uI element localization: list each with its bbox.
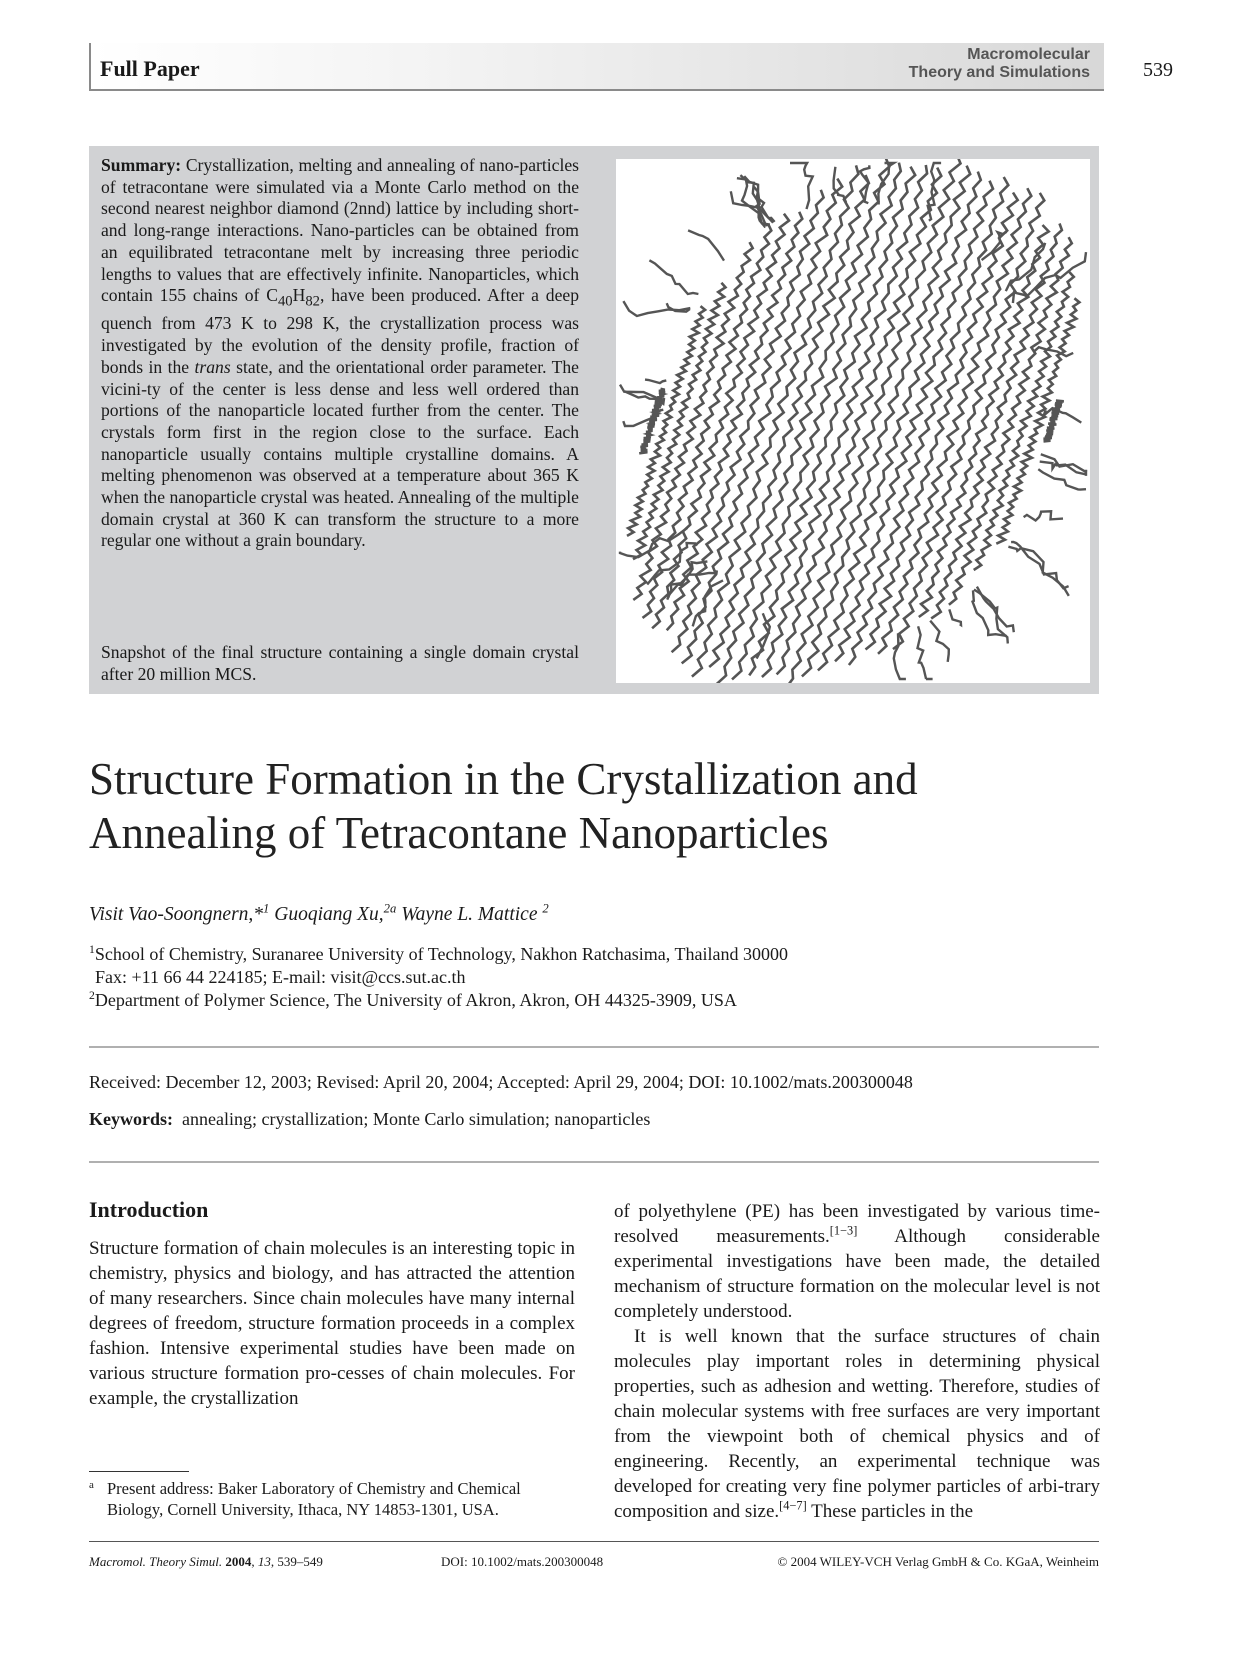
received-dates: Received: December 12, 2003; Revised: April 20, 2004; Accepted: April 29, 2004; DOI: 10.1002/mats.200300048 — [89, 1072, 913, 1092]
polymer-chain — [1044, 401, 1064, 442]
dangling-chain-end — [860, 165, 869, 203]
summary-text-2: H — [292, 285, 306, 306]
right-p2-text-a: It is well known that the surface structures of chain molecules play important roles in determining physical properties, such as adhesion and wetting. Therefore, studies of chain molecular systems with free surfaces are very important from the viewpoint both of chemical physics and of engineering. Recently, an experimental technique was developed for creating very fine polymer particles of arbi-trary composition and size. — [614, 1326, 1100, 1522]
dangling-chain-end — [949, 609, 961, 625]
affiliations — [89, 943, 788, 1012]
polymer-chain — [818, 172, 981, 671]
right-p2-text-b: These particles in the — [806, 1501, 974, 1522]
intro-paragraph-right-1 — [614, 1199, 1100, 1324]
affiliation-2 — [89, 989, 788, 1012]
divider-bottom — [89, 1161, 1099, 1163]
footer-year: 2004 — [225, 1554, 252, 1569]
footnote-text: Present address: Baker Laboratory of Chemistry and Chemical Biology, Cornell University, Ithaca, NY 14853-1301, USA. — [107, 1479, 521, 1519]
affiliation-1 — [89, 943, 788, 966]
polymer-chain — [717, 159, 890, 683]
dangling-chain-end — [1033, 347, 1073, 356]
affiliation-1-text: School of Chemistry, Suranaree University of Technology, Nakhon Ratchasima, Thailand 30000 — [94, 944, 788, 964]
summary-text-4: state, and the orientational order parameter. The vicini-ty of the center is less dense and less well ordered than portions of the nanoparticle located further from the center. The crystals form first in the region close to the surface. Each nanoparticle usually contains multiple crystalline domains. A melting phenomenon was observed at a temperature about 365 K when the nanoparticle crystal was heated. Annealing of the multiple domain crystal at 360 K can transform the structure to a more regular one without a grain boundary. — [101, 356, 579, 551]
polymer-chain — [786, 159, 960, 683]
author-1: Visit Vao-Soongnern,* — [89, 904, 264, 925]
footnote-mark: a — [89, 1479, 94, 1491]
dangling-chain-end — [623, 410, 663, 426]
footer-doi: DOI: 10.1002/mats.200300048 — [441, 1554, 604, 1569]
right-p1-text-b: Although considerable experimental investigations have been made, the detailed mechanism of structure formation on the molecular level is not completely understood. — [614, 1226, 1100, 1322]
author-1-sup: 1 — [263, 901, 270, 916]
keywords-label: Keywords: — [89, 1109, 173, 1129]
keywords-text: annealing; crystallization; Monte Carlo simulation; nanoparticles — [182, 1109, 651, 1129]
summary-text-3: , have been produced. After a deep quench from 473 K to 298 K, the crystallization process was investigated by the evolution of the density profile, fraction of bonds in the — [101, 285, 579, 377]
divider-top — [89, 1046, 1099, 1048]
footer-volume: 13 — [257, 1554, 271, 1569]
dangling-chain-end — [973, 590, 1007, 636]
summary-italic: trans — [194, 356, 231, 377]
footer-pages: , 539–549 — [270, 1554, 323, 1569]
intro-paragraph-right-2 — [614, 1324, 1100, 1524]
affiliation-2-sup: 2 — [89, 989, 95, 1002]
author-3: Wayne L. Mattice — [396, 904, 543, 925]
polymer-chain — [667, 212, 803, 630]
summary-text-1: Crystallization, melting and annealing of nano-particles of tetracontane were simulated via a Monte Carlo method on the second nearest neighbor diamond (2nnd) lattice by including short- and long-range interactions. Nano-particles can be obtained from an equilibrated tetracontane melt by increasing three periodic lengths to values that are effectively infinite. Nanoparticles, which contain 155 chains of C — [101, 155, 579, 306]
footer-citation: Macromol. Theory Simul. 2004, 13, 539–549 — [89, 1554, 323, 1569]
summary-subscript-2: 82 — [305, 293, 320, 310]
author-2-sup: 2a — [383, 901, 397, 916]
dangling-chain-end — [1043, 408, 1081, 422]
page-number: 539 — [1143, 59, 1173, 81]
dangling-chain-end — [1008, 547, 1068, 596]
intro-right-column — [614, 1199, 1100, 1524]
journal-name — [870, 46, 1090, 82]
dangling-chain-end — [649, 260, 698, 294]
title-line-1: Structure Formation in the Crystallization and — [89, 754, 918, 804]
dangling-chain-end — [623, 301, 690, 316]
dangling-chain-end — [790, 163, 813, 209]
dangling-chain-end — [894, 633, 906, 679]
dangling-chain-end — [918, 626, 933, 679]
dangling-chain-end — [645, 380, 666, 384]
author-2: Guoqiang Xu, — [269, 904, 384, 925]
footer-copyright: © 2004 WILEY-VCH Verlag GmbH & Co. KGaA, Weinheim — [777, 1554, 1099, 1569]
journal-name-line2: Theory and Simulations — [908, 64, 1090, 81]
summary-subscript-1: 40 — [277, 293, 293, 310]
title-line-2: Annealing of Tetracontane Nanoparticles — [89, 808, 829, 858]
dangling-chain-end — [1024, 511, 1063, 520]
paper-title — [89, 752, 1119, 860]
citation-ref-1: [1−3] — [829, 1223, 858, 1238]
dangling-chain-end — [688, 230, 724, 260]
footnote — [89, 1478, 579, 1520]
keywords — [89, 1109, 650, 1130]
journal-name-line1: Macromolecular — [967, 46, 1090, 63]
right-p1-text-a: of polyethylene (PE) has been investigated by various time-resolved measurements. — [614, 1201, 1100, 1247]
footer-rule — [89, 1541, 1099, 1542]
polymer-chains-image — [616, 159, 1090, 683]
section-label: Full Paper — [100, 56, 200, 81]
intro-paragraph-left: Structure formation of chain molecules is an interesting topic in chemistry, physics and biology, and has attracted the attention of many researchers. Since chain molecules have many internal degrees of freedom, structure formation proceeds in a complex fashion. Intensive experimental studies have been made on various structure formation pro-cesses of chain molecules. For example, the crystallization — [89, 1238, 575, 1409]
abstract-summary — [101, 155, 579, 552]
citation-ref-2: [4−7] — [779, 1498, 807, 1513]
dangling-chain-end — [930, 621, 949, 662]
section-heading-introduction: Introduction — [89, 1197, 209, 1222]
author-3-sup: 2 — [542, 901, 549, 916]
affiliation-1-contact: Fax: +11 66 44 224185; E-mail: visit@ccs.sut.ac.th — [95, 967, 466, 987]
author-list — [89, 901, 549, 926]
summary-label: Summary: — [101, 155, 182, 175]
footnote-rule — [89, 1471, 189, 1472]
affiliation-2-text: Department of Polymer Science, The University of Akron, Akron, OH 44325-3909, USA — [94, 990, 737, 1010]
affiliation-1-sup: 1 — [89, 943, 95, 956]
figure-caption: Snapshot of the final structure containing a single domain crystal after 20 million MCS. — [101, 642, 579, 684]
dangling-chain-end — [620, 528, 687, 557]
footer-journal: Macromol. Theory Simul. — [89, 1554, 223, 1569]
nanoparticle-snapshot-figure — [616, 159, 1090, 683]
